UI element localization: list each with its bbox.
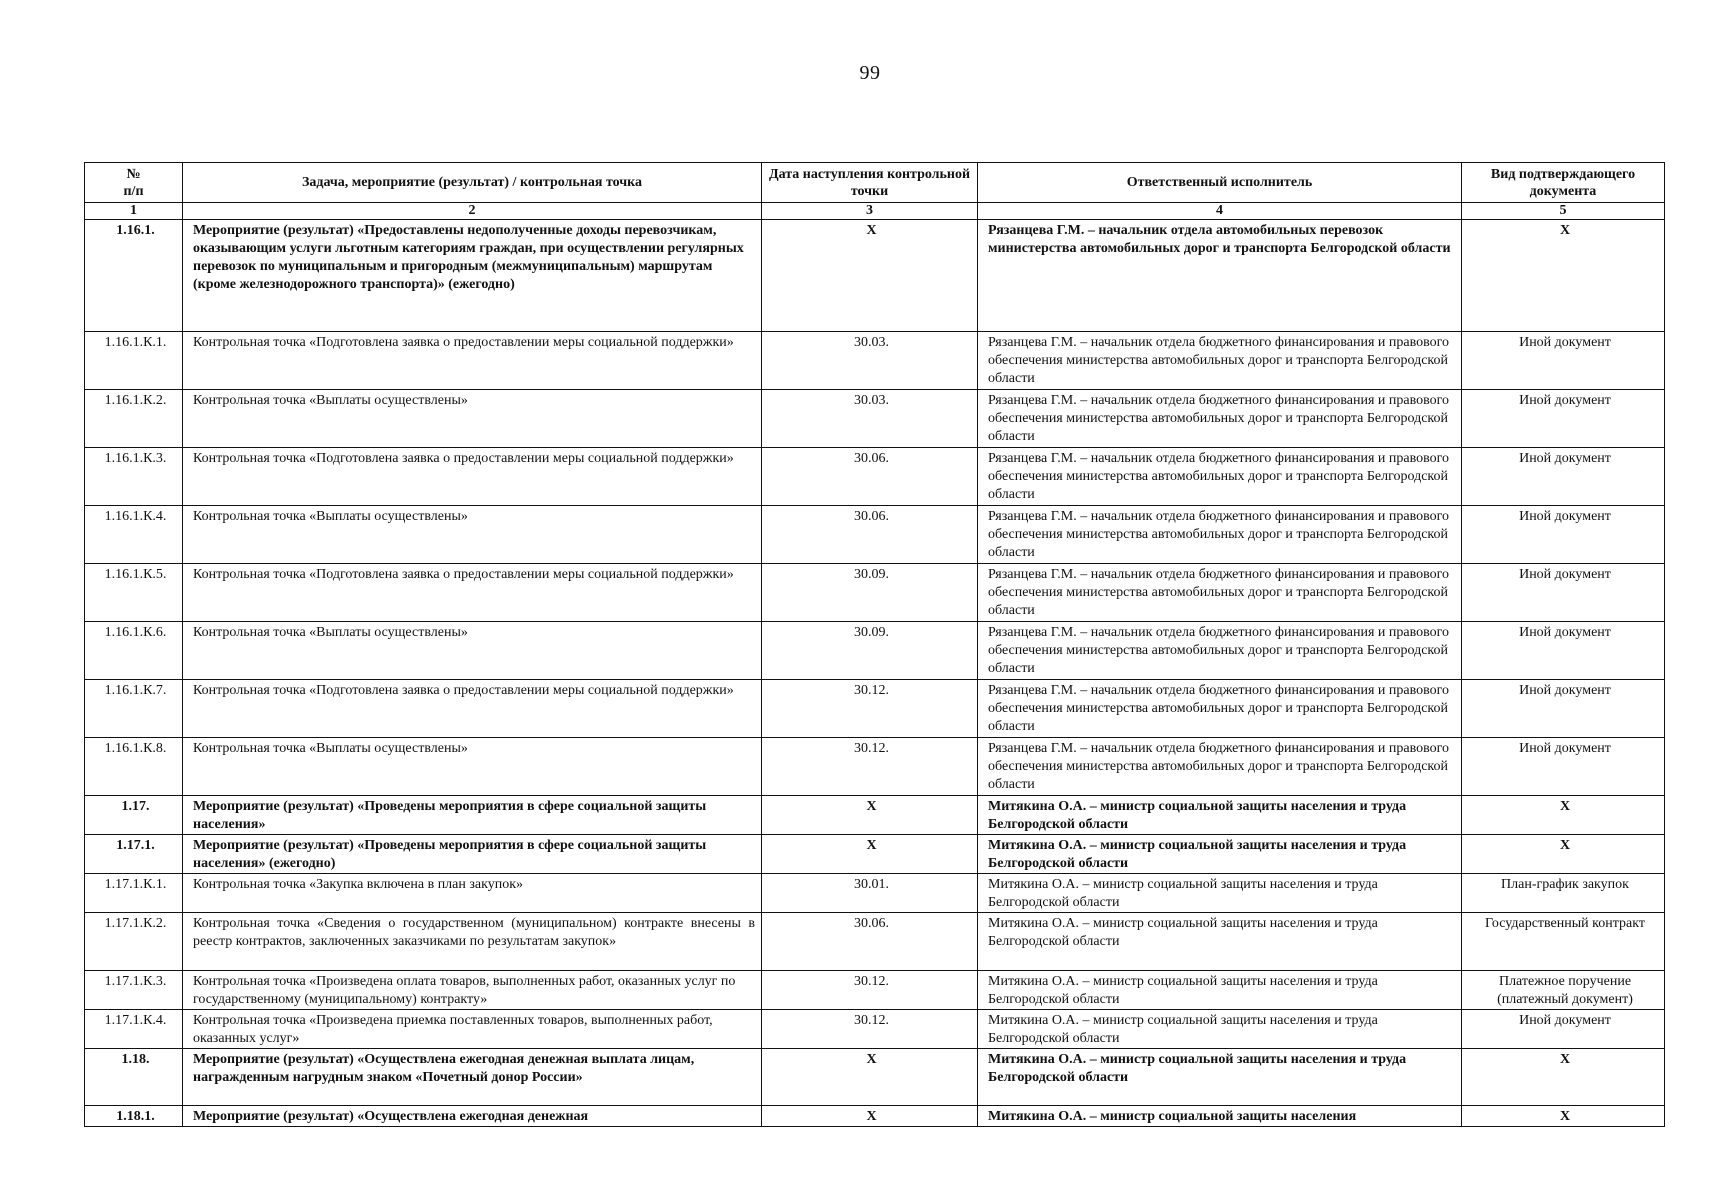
table-row	[85, 738, 1665, 796]
row-document: Иной документ	[1462, 390, 1665, 448]
row-document: Иной документ	[1462, 680, 1665, 738]
column-numbers-row	[85, 203, 1665, 220]
row-task: Мероприятие (результат) «Осуществлена ежегодная денежная выплата лицам, награжденным нагрудным знаком «Почетный донор России»	[183, 1049, 762, 1106]
row-task: Контрольная точка «Подготовлена заявка о предоставлении меры социальной поддержки»	[183, 680, 762, 738]
row-responsible: Рязанцева Г.М. – начальник отдела бюджетного финансирования и правового обеспечения министерства автомобильных дорог и транспорта Белгородской области	[978, 738, 1462, 796]
row-date: 30.06.	[762, 448, 978, 506]
row-date: 30.06.	[762, 506, 978, 564]
table-row	[85, 564, 1665, 622]
row-responsible: Рязанцева Г.М. – начальник отдела бюджетного финансирования и правового обеспечения министерства автомобильных дорог и транспорта Белгородской области	[978, 448, 1462, 506]
row-document: X	[1462, 1106, 1665, 1127]
row-number: 1.17.1.К.3.	[85, 971, 183, 1010]
header-date: Дата наступления контрольной точки	[762, 163, 978, 203]
row-number: 1.17.1.	[85, 835, 183, 874]
header-row	[85, 163, 1665, 203]
row-number: 1.16.1.К.7.	[85, 680, 183, 738]
table-row	[85, 1049, 1665, 1106]
header-responsible: Ответственный исполнитель	[978, 163, 1462, 203]
table-row	[85, 448, 1665, 506]
row-number: 1.17.1.К.2.	[85, 913, 183, 971]
row-responsible: Рязанцева Г.М. – начальник отдела бюджетного финансирования и правового обеспечения министерства автомобильных дорог и транспорта Белгородской области	[978, 564, 1462, 622]
table-row	[85, 1010, 1665, 1049]
table-row	[85, 220, 1665, 332]
table-row	[85, 913, 1665, 971]
column-number: 1	[85, 203, 183, 220]
row-document: Платежное поручение (платежный документ)	[1462, 971, 1665, 1010]
column-number: 5	[1462, 203, 1665, 220]
row-document: Иной документ	[1462, 564, 1665, 622]
row-number: 1.16.1.К.5.	[85, 564, 183, 622]
row-number: 1.17.	[85, 796, 183, 835]
row-task: Контрольная точка «Выплаты осуществлены»	[183, 622, 762, 680]
row-date: 30.03.	[762, 390, 978, 448]
row-document: Иной документ	[1462, 332, 1665, 390]
column-number: 4	[978, 203, 1462, 220]
row-responsible: Митякина О.А. – министр социальной защиты населения и труда Белгородской области	[978, 1010, 1462, 1049]
row-date: X	[762, 796, 978, 835]
row-date: 30.12.	[762, 1010, 978, 1049]
row-task: Мероприятие (результат) «Предоставлены недополученные доходы перевозчикам, оказывающим услуги льготным категориям граждан, при осуществлении регулярных перевозок по муниципальным и пригородным (межмуниципальным) маршрутам (кроме железнодорожного транспорта)» (ежегодно)	[183, 220, 762, 332]
row-task: Мероприятие (результат) «Проведены мероприятия в сфере социальной защиты населения» (ежегодно)	[183, 835, 762, 874]
table-row	[85, 835, 1665, 874]
row-task: Контрольная точка «Произведена оплата товаров, выполненных работ, оказанных услуг по государственному (муниципальному) контракту»	[183, 971, 762, 1010]
column-number: 2	[183, 203, 762, 220]
row-date: 30.09.	[762, 622, 978, 680]
row-responsible: Митякина О.А. – министр социальной защиты населения и труда Белгородской области	[978, 1049, 1462, 1106]
row-document: Иной документ	[1462, 622, 1665, 680]
row-responsible: Митякина О.А. – министр социальной защиты населения	[978, 1106, 1462, 1127]
header-task: Задача, мероприятие (результат) / контрольная точка	[183, 163, 762, 203]
row-responsible: Митякина О.А. – министр социальной защиты населения и труда Белгородской области	[978, 971, 1462, 1010]
row-task: Контрольная точка «Произведена приемка поставленных товаров, выполненных работ, оказанных услуг»	[183, 1010, 762, 1049]
row-date: X	[762, 1106, 978, 1127]
row-number: 1.17.1.К.1.	[85, 874, 183, 913]
table-row	[85, 971, 1665, 1010]
row-document: План-график закупок	[1462, 874, 1665, 913]
table-row	[85, 796, 1665, 835]
row-date: 30.09.	[762, 564, 978, 622]
row-number: 1.18.1.	[85, 1106, 183, 1127]
header-num: № п/п	[85, 163, 183, 203]
row-responsible: Рязанцева Г.М. – начальник отдела бюджетного финансирования и правового обеспечения министерства автомобильных дорог и транспорта Белгородской области	[978, 506, 1462, 564]
row-task: Контрольная точка «Выплаты осуществлены»	[183, 738, 762, 796]
page-number: 99	[859, 62, 881, 84]
row-date: 30.12.	[762, 680, 978, 738]
row-document: Иной документ	[1462, 448, 1665, 506]
row-task: Контрольная точка «Подготовлена заявка о предоставлении меры социальной поддержки»	[183, 332, 762, 390]
row-task: Мероприятие (результат) «Осуществлена ежегодная денежная	[183, 1106, 762, 1127]
row-task: Контрольная точка «Сведения о государственном (муниципальном) контракте внесены в реестр контрактов, заключенных заказчиками по результатам закупок»	[183, 913, 762, 971]
table-row	[85, 332, 1665, 390]
row-document: X	[1462, 220, 1665, 332]
column-number: 3	[762, 203, 978, 220]
table-row	[85, 390, 1665, 448]
row-document: Иной документ	[1462, 1010, 1665, 1049]
row-date: 30.06.	[762, 913, 978, 971]
row-number: 1.16.1.К.4.	[85, 506, 183, 564]
row-date: 30.12.	[762, 738, 978, 796]
row-date: 30.01.	[762, 874, 978, 913]
row-task: Контрольная точка «Подготовлена заявка о предоставлении меры социальной поддержки»	[183, 448, 762, 506]
row-date: 30.03.	[762, 332, 978, 390]
row-number: 1.16.1.К.6.	[85, 622, 183, 680]
row-responsible: Митякина О.А. – министр социальной защиты населения и труда Белгородской области	[978, 874, 1462, 913]
row-document: X	[1462, 835, 1665, 874]
row-number: 1.16.1.К.2.	[85, 390, 183, 448]
row-responsible: Рязанцева Г.М. – начальник отдела бюджетного финансирования и правового обеспечения министерства автомобильных дорог и транспорта Белгородской области	[978, 680, 1462, 738]
row-task: Мероприятие (результат) «Проведены мероприятия в сфере социальной защиты населения»	[183, 796, 762, 835]
row-number: 1.16.1.К.3.	[85, 448, 183, 506]
row-date: X	[762, 835, 978, 874]
row-document: Иной документ	[1462, 506, 1665, 564]
row-document: Иной документ	[1462, 738, 1665, 796]
row-number: 1.16.1.К.1.	[85, 332, 183, 390]
row-document: X	[1462, 796, 1665, 835]
row-responsible: Рязанцева Г.М. – начальник отдела бюджетного финансирования и правового обеспечения министерства автомобильных дорог и транспорта Белгородской области	[978, 622, 1462, 680]
row-task: Контрольная точка «Закупка включена в план закупок»	[183, 874, 762, 913]
table-row	[85, 680, 1665, 738]
row-responsible: Митякина О.А. – министр социальной защиты населения и труда Белгородской области	[978, 796, 1462, 835]
row-task: Контрольная точка «Подготовлена заявка о предоставлении меры социальной поддержки»	[183, 564, 762, 622]
row-number: 1.16.1.К.8.	[85, 738, 183, 796]
row-responsible: Митякина О.А. – министр социальной защиты населения и труда Белгородской области	[978, 913, 1462, 971]
row-number: 1.16.1.	[85, 220, 183, 332]
row-date: X	[762, 220, 978, 332]
row-responsible: Рязанцева Г.М. – начальник отдела бюджетного финансирования и правового обеспечения министерства автомобильных дорог и транспорта Белгородской области	[978, 332, 1462, 390]
row-responsible: Рязанцева Г.М. – начальник отдела бюджетного финансирования и правового обеспечения министерства автомобильных дорог и транспорта Белгородской области	[978, 390, 1462, 448]
row-document: X	[1462, 1049, 1665, 1106]
table-row	[85, 622, 1665, 680]
header-document: Вид подтверждающего документа	[1462, 163, 1665, 203]
row-number: 1.18.	[85, 1049, 183, 1106]
row-responsible: Рязанцева Г.М. – начальник отдела автомобильных перевозок министерства автомобильных дорог и транспорта Белгородской области	[978, 220, 1462, 332]
table-row	[85, 874, 1665, 913]
row-date: X	[762, 1049, 978, 1106]
row-number: 1.17.1.К.4.	[85, 1010, 183, 1049]
table-row	[85, 506, 1665, 564]
row-responsible: Митякина О.А. – министр социальной защиты населения и труда Белгородской области	[978, 835, 1462, 874]
row-task: Контрольная точка «Выплаты осуществлены»	[183, 390, 762, 448]
row-task: Контрольная точка «Выплаты осуществлены»	[183, 506, 762, 564]
control-points-table	[84, 162, 1665, 1127]
row-document: Государственный контракт	[1462, 913, 1665, 971]
table-row	[85, 1106, 1665, 1127]
row-date: 30.12.	[762, 971, 978, 1010]
